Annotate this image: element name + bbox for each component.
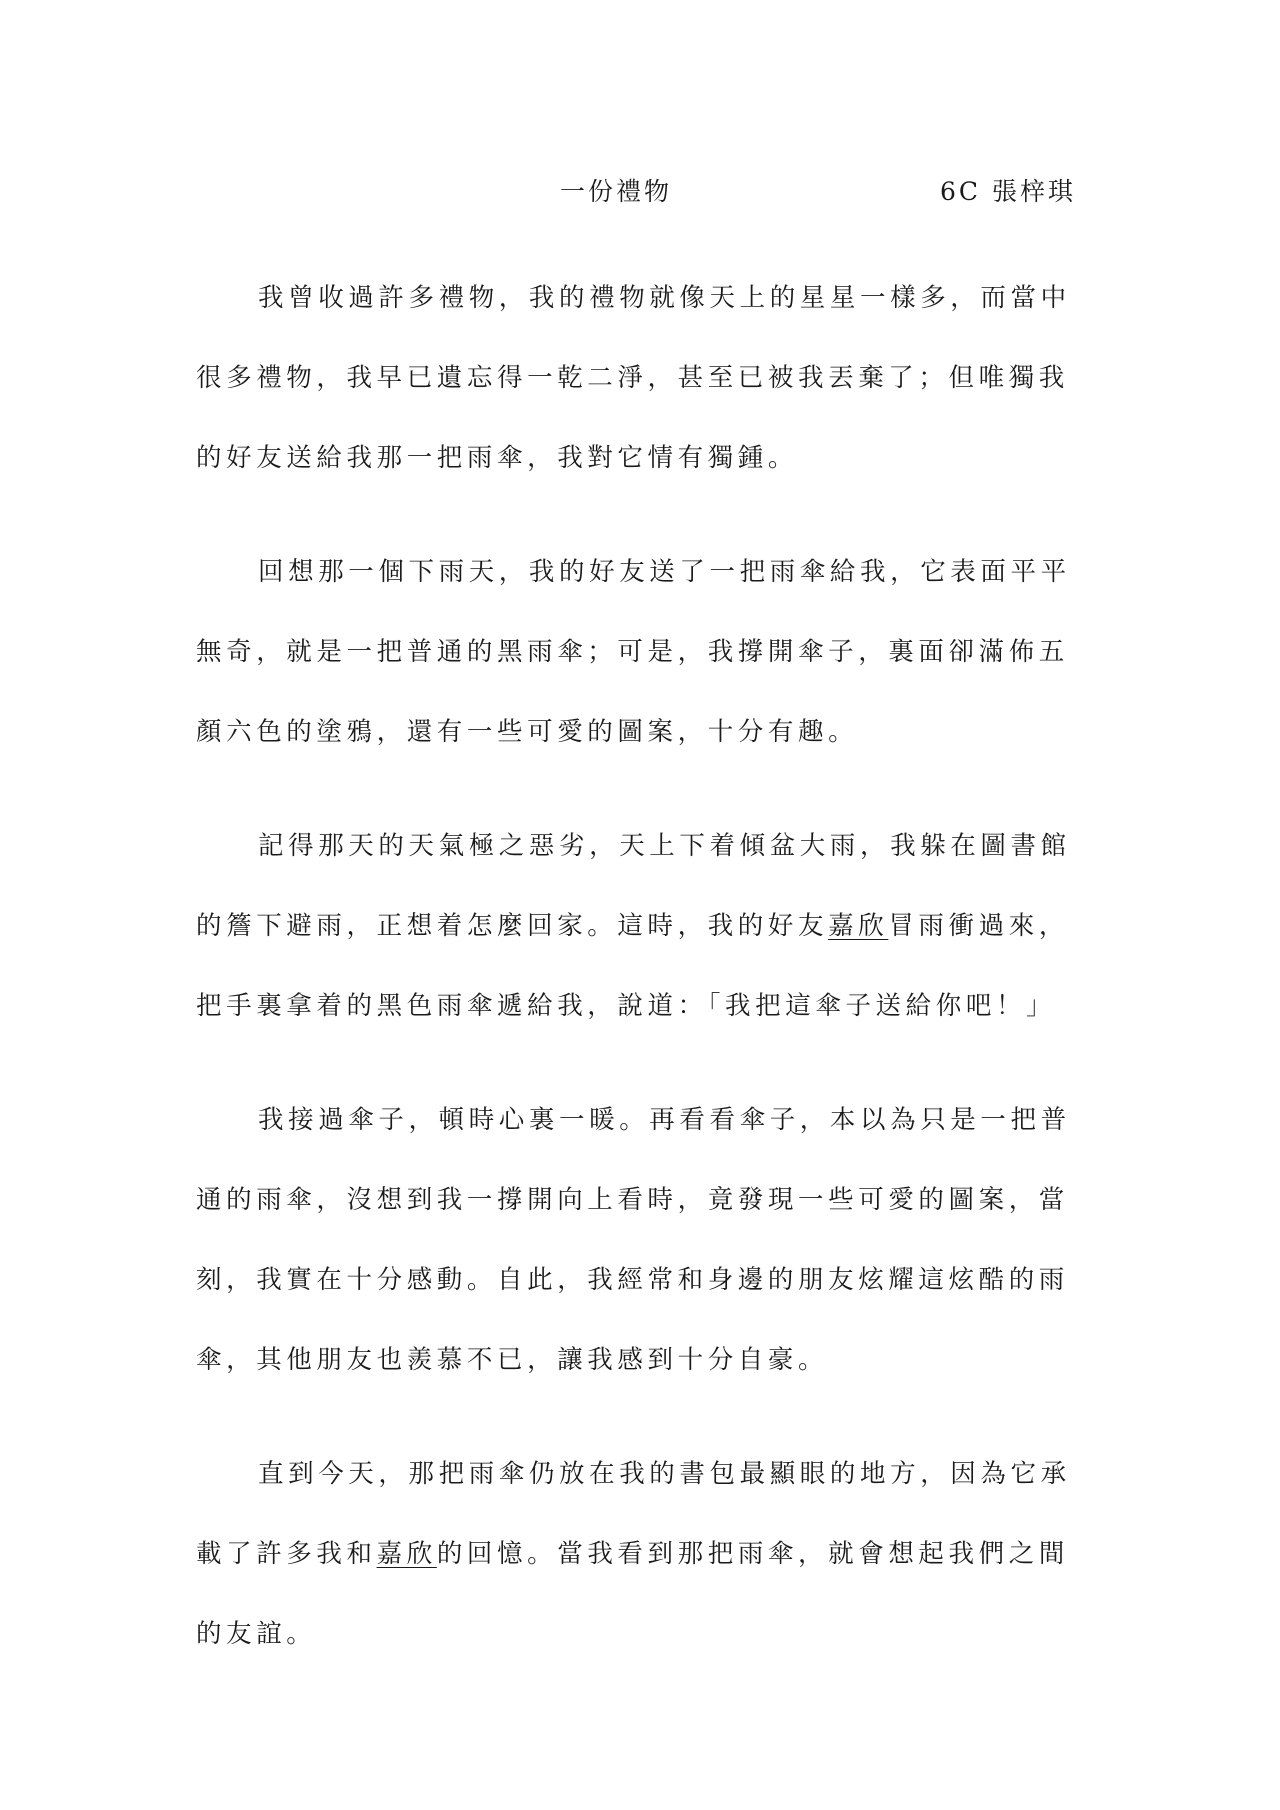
paragraph-line: 我曾收過許多禮物，我的禮物就像天上的星星一樣多，而當中 [258,283,1071,313]
paragraph-line: 的友誼。 [196,1619,317,1649]
paragraph-line: 的好友送給我那一把雨傘，我對它情有獨鍾。 [196,443,799,473]
paragraph-line: 很多禮物，我早已遺忘得一乾二淨，甚至已被我丟棄了；但唯獨我 [196,363,1069,393]
paragraph-3 [196,806,1076,1046]
paragraph-2 [196,532,1076,772]
paragraph-5 [196,1434,1076,1674]
paragraph-line: 刻，我實在十分感動。自此，我經常和身邊的朋友炫耀這炫酷的雨 [196,1265,1069,1295]
paragraph-line: 傘，其他朋友也羨慕不已，讓我感到十分自豪。 [196,1345,829,1375]
paragraph-line: 載了許多我和嘉欣的回憶。當我看到那把雨傘，就會想起我們之間 [196,1539,1069,1569]
underlined-name: 嘉欣 [376,1539,437,1569]
paragraph-4 [196,1080,1076,1400]
paragraph-line: 把手裏拿着的黑色雨傘遞給我，說道：「我把這傘子送給你吧！」 [196,991,1057,1021]
paragraph-line: 顏六色的塗鴉，還有一些可愛的圖案，十分有趣。 [196,717,859,747]
paragraph-line: 回想那一個下雨天，我的好友送了一把雨傘給我，它表面平平 [258,557,1071,587]
paragraph-1 [196,258,1076,498]
author-label: 6C 張梓琪 [940,177,1076,206]
paragraph-line: 的簷下避雨，正想着怎麼回家。這時，我的好友嘉欣冒雨衝過來， [196,911,1069,941]
paragraph-line: 記得那天的天氣極之惡劣，天上下着傾盆大雨，我躲在圖書館 [258,831,1071,861]
essay-title: 一份禮物 [560,177,673,206]
paragraph-line: 我接過傘子，頓時心裏一暖。再看看傘子，本以為只是一把普 [258,1105,1071,1135]
essay-body [196,258,1076,1708]
paragraph-line: 通的雨傘，沒想到我一撐開向上看時，竟發現一些可愛的圖案，當 [196,1185,1069,1215]
underlined-name: 嘉欣 [828,911,889,941]
paragraph-line: 無奇，就是一把普通的黑雨傘；可是，我撐開傘子，裏面卻滿佈五 [196,637,1069,667]
paragraph-line: 直到今天，那把雨傘仍放在我的書包最顯眼的地方，因為它承 [258,1459,1071,1489]
